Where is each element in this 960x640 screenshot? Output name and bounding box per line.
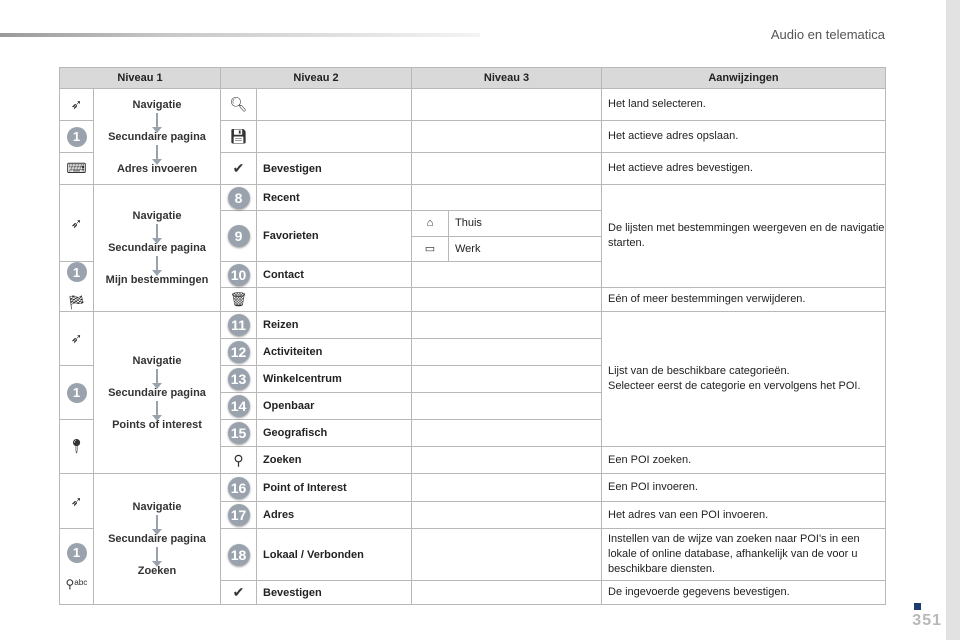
desc-cell: Een POI invoeren. (602, 474, 886, 502)
table-row (60, 89, 886, 121)
level3-cell (412, 262, 602, 288)
level3-cell (412, 211, 602, 262)
nav-label: Secundaire pagina (108, 130, 206, 143)
navigate-arrow-icon: ➶ (70, 214, 83, 231)
nav-label: Navigatie (132, 354, 182, 367)
column-header: Niveau 1 (60, 68, 221, 89)
checkmark-icon: ✔ (232, 160, 245, 176)
navigation-menu-table (59, 67, 886, 605)
badge-cell (221, 420, 257, 447)
group-badge-cell (60, 121, 94, 153)
level3-cell (412, 366, 602, 393)
level2-label: Favorieten (257, 211, 412, 262)
badge-cell (221, 366, 257, 393)
keyboard-icon: ⌨ (66, 160, 87, 176)
level2-label: Openbaar (257, 393, 412, 420)
group-icon-cell (60, 474, 94, 529)
badge-cell (221, 211, 257, 262)
level3-label: Werk (455, 242, 481, 255)
badge-cell (221, 262, 257, 288)
table-row (60, 185, 886, 211)
step-badge: 1 (67, 383, 87, 403)
step-badge: 10 (228, 264, 250, 286)
badge-cell (221, 393, 257, 420)
icon-cell (221, 581, 257, 605)
down-arrow-icon (156, 369, 158, 385)
level2-label: Geografisch (257, 420, 412, 447)
group-icon-cell (60, 153, 94, 185)
nav-label: Adres invoeren (116, 162, 198, 175)
level3-cell (412, 529, 602, 581)
icon-cell (221, 447, 257, 474)
save-disk-icon: 💾︎ (229, 128, 248, 144)
step-badge: 15 (228, 422, 250, 444)
level2-label: Bevestigen (257, 581, 412, 605)
step-badge: 1 (67, 262, 87, 282)
level3-item (412, 237, 601, 262)
down-arrow-icon (156, 515, 158, 531)
navigate-arrow-icon: ➶ (70, 492, 83, 509)
desc-cell: Het actieve adres opslaan. (602, 121, 886, 153)
desc-cell: De lijsten met bestemmingen weergeven en de navigatie starten. (602, 185, 886, 288)
step-badge: 16 (228, 477, 250, 499)
step-badge: 1 (67, 127, 87, 147)
level3-cell (412, 153, 602, 185)
nav-label: Points of interest (112, 418, 202, 431)
desc-cell: Het actieve adres bevestigen. (602, 153, 886, 185)
level2-cell (257, 89, 412, 121)
level2-label: Recent (257, 185, 412, 211)
desc-cell: Het adres van een POI invoeren. (602, 502, 886, 529)
badge-cell (221, 502, 257, 529)
level1-nav-cell (94, 474, 221, 605)
checkmark-icon: ✔ (232, 584, 245, 600)
search-abc-icon: ⚲ᵃᵇᶜ (65, 576, 88, 591)
desc-cell: De ingevoerde gegevens bevestigen. (602, 581, 886, 605)
level2-label: Bevestigen (257, 153, 412, 185)
level3-cell (412, 474, 602, 502)
level2-label: Reizen (257, 312, 412, 339)
level2-label: Adres (257, 502, 412, 529)
level2-label: Contact (257, 262, 412, 288)
desc-cell: Lijst van de beschikbare categorieën. Selecteer eerst de categorie en vervolgens het POI. (602, 312, 886, 447)
nav-label: Navigatie (132, 501, 182, 513)
icon-cell (221, 89, 257, 121)
desc-cell: Het land selecteren. (602, 89, 886, 121)
nav-label: Mijn bestemmingen (105, 274, 209, 286)
level3-cell (412, 121, 602, 153)
level1-nav-cell (94, 89, 221, 185)
map-search-icon: 🔍︎ (229, 96, 248, 112)
down-arrow-icon (156, 547, 158, 563)
level3-cell (412, 502, 602, 529)
level2-label: Point of Interest (257, 474, 412, 502)
section-title: Audio en telematica (770, 27, 885, 42)
group-icon-cell (60, 185, 94, 262)
trash-icon: 🗑︎ (229, 291, 248, 307)
level3-cell (412, 185, 602, 211)
step-badge: 18 (228, 544, 250, 566)
down-arrow-icon (156, 224, 158, 240)
group-icon-cell (60, 420, 94, 474)
level3-cell (412, 288, 602, 312)
level3-label: Thuis (455, 217, 482, 230)
down-arrow-icon (156, 145, 158, 161)
home-icon: ⌂ (412, 211, 449, 236)
level1-nav-cell (94, 312, 221, 474)
level2-cell (257, 288, 412, 312)
group-badge-cell (60, 366, 94, 420)
group-badge-cell (60, 262, 94, 312)
group-icon-cell (60, 89, 94, 121)
level3-item (412, 211, 601, 237)
desc-cell: Een POI zoeken. (602, 447, 886, 474)
badge-cell (221, 339, 257, 366)
table-row (60, 312, 886, 339)
navigate-arrow-icon: ➶ (70, 330, 83, 346)
level3-cell (412, 581, 602, 605)
level2-cell (257, 121, 412, 153)
icon-cell (221, 153, 257, 185)
down-arrow-icon (156, 113, 158, 129)
column-header: Niveau 3 (412, 68, 602, 89)
nav-label: Secundaire pagina (108, 386, 206, 399)
group-icon-cell (60, 312, 94, 366)
level3-cell (412, 339, 602, 366)
navigate-arrow-icon: ➶ (70, 96, 83, 112)
nav-label: Secundaire pagina (108, 242, 206, 254)
nav-label: Navigatie (132, 210, 182, 222)
poi-pin-icon: 📍︎ (67, 438, 86, 454)
desc-cell: Instellen van de wijze van zoeken naar POI's in een lokale of online database, afhankelijk van de voor u beschikbare diensten. (602, 529, 886, 581)
level2-label: Activiteiten (257, 339, 412, 366)
badge-cell (221, 185, 257, 211)
desc-cell: Eén of meer bestemmingen verwijderen. (602, 288, 886, 312)
page-edge-bar (946, 0, 960, 640)
step-badge: 17 (228, 504, 250, 526)
level2-label: Lokaal / Verbonden (257, 529, 412, 581)
level2-label: Zoeken (257, 447, 412, 474)
checkered-flag-icon: 🏁︎ (67, 294, 86, 310)
nav-label: Secundaire pagina (108, 533, 206, 545)
step-badge: 11 (228, 314, 250, 336)
table-row (60, 474, 886, 502)
down-arrow-icon (156, 256, 158, 272)
level3-cell (412, 89, 602, 121)
briefcase-icon: ▭ (412, 237, 449, 262)
header-rule (0, 33, 480, 37)
step-badge: 12 (228, 341, 250, 363)
table-header-row (60, 68, 886, 89)
search-icon: ⚲ (233, 451, 244, 468)
nav-label: Zoeken (137, 565, 177, 577)
column-header: Aanwijzingen (602, 68, 886, 89)
step-badge: 9 (228, 225, 250, 247)
step-badge: 13 (228, 368, 250, 390)
page-number: 351 (912, 612, 942, 629)
badge-cell (221, 312, 257, 339)
icon-cell (221, 288, 257, 312)
column-header: Niveau 2 (221, 68, 412, 89)
nav-label: Navigatie (132, 98, 182, 111)
level3-cell (412, 420, 602, 447)
step-badge: 1 (67, 543, 87, 563)
step-badge: 8 (228, 187, 250, 209)
step-badge: 14 (228, 395, 250, 417)
level3-cell (412, 393, 602, 420)
badge-cell (221, 529, 257, 581)
level1-nav-cell (94, 185, 221, 312)
level2-label: Winkelcentrum (257, 366, 412, 393)
group-badge-cell (60, 529, 94, 605)
level3-cell (412, 312, 602, 339)
icon-cell (221, 121, 257, 153)
badge-cell (221, 474, 257, 502)
down-arrow-icon (156, 401, 158, 417)
level3-cell (412, 447, 602, 474)
